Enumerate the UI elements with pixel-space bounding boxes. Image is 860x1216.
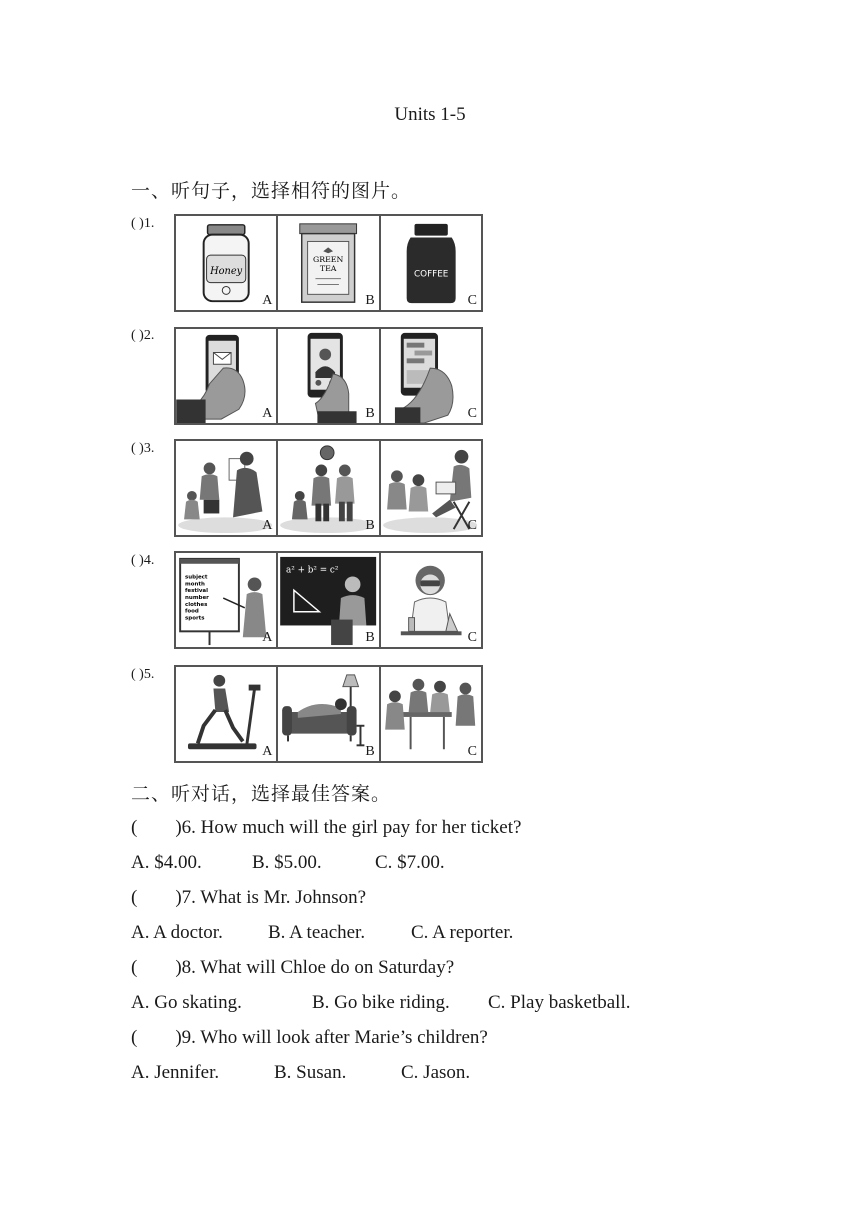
letter-4b: B <box>365 630 375 645</box>
question-7-option-a[interactable]: A. A doctor. <box>131 922 223 943</box>
question-7-option-c[interactable]: C. A reporter. <box>411 922 514 943</box>
green-tea-tin-icon <box>278 216 378 310</box>
board-word-2: month <box>185 581 205 588</box>
question-8: ( )8. What will Chloe do on Saturday? <box>131 957 455 978</box>
letter-3a: A <box>262 518 273 533</box>
board-word-5: clothes <box>185 601 208 608</box>
option-4a[interactable] <box>176 553 278 647</box>
board-word-7: sports <box>185 615 205 622</box>
option-1a[interactable] <box>176 216 278 310</box>
question-9-option-a[interactable]: A. Jennifer. <box>131 1062 220 1083</box>
phone-chat-icon <box>381 329 481 423</box>
option-5a[interactable] <box>176 667 278 761</box>
board-word-4: number <box>185 595 209 602</box>
question-2-options <box>174 327 483 425</box>
option-1b[interactable] <box>278 216 380 310</box>
option-5c[interactable] <box>381 667 481 761</box>
question-5-options <box>174 665 483 763</box>
coffee-label: COFFEE <box>413 269 448 280</box>
question-1-options <box>174 214 483 312</box>
letter-3c: C <box>467 518 477 533</box>
option-2a[interactable] <box>176 329 278 423</box>
question-4-options <box>174 551 483 649</box>
question-7-option-b[interactable]: B. A teacher. <box>268 922 366 943</box>
question-4-label: ( )4. <box>131 553 155 568</box>
question-6-option-b[interactable]: B. $5.00. <box>252 852 322 873</box>
letter-2c: C <box>467 406 477 421</box>
letter-5c: C <box>467 744 477 759</box>
option-2b[interactable] <box>278 329 380 423</box>
option-1c[interactable] <box>381 216 481 310</box>
letter-4c: C <box>467 630 477 645</box>
question-9: ( )9. Who will look after Marie’s children? <box>131 1027 488 1048</box>
page-title: Units 1-5 <box>394 104 466 125</box>
option-3a[interactable] <box>176 441 278 535</box>
man-on-sofa-icon <box>278 667 378 761</box>
question-7: ( )7. What is Mr. Johnson? <box>131 887 367 908</box>
section-1-heading: 一、听句子，选择相符的图片。 <box>131 180 412 202</box>
board-word-1: subject <box>185 574 208 581</box>
option-3b[interactable] <box>278 441 380 535</box>
letter-2b: B <box>365 406 375 421</box>
option-4c[interactable] <box>381 553 481 647</box>
question-2-label: ( )2. <box>131 328 155 343</box>
green-tea-line-1: GREEN <box>313 255 344 265</box>
scientist-icon <box>381 553 481 647</box>
board-word-3: festival <box>185 588 209 595</box>
question-8-option-a[interactable]: A. Go skating. <box>131 992 242 1013</box>
question-6: ( )6. How much will the girl pay for her ticket? <box>131 817 522 838</box>
question-1-label: ( )1. <box>131 216 155 231</box>
question-3-label: ( )3. <box>131 441 155 456</box>
kids-basketball-icon <box>278 441 378 535</box>
board-word-6: food <box>185 608 199 615</box>
letter-1b: B <box>365 293 375 308</box>
woman-reading-to-kids-icon <box>381 441 481 535</box>
formula-text: a² + b² = c² <box>286 565 339 576</box>
option-3c[interactable] <box>381 441 481 535</box>
letter-2a: A <box>262 406 273 421</box>
coffee-jar-icon <box>381 216 481 310</box>
option-4b[interactable] <box>278 553 380 647</box>
green-tea-line-2: TEA <box>320 263 337 273</box>
question-3-options <box>174 439 483 537</box>
question-5-label: ( )5. <box>131 667 155 682</box>
question-8-option-c[interactable]: C. Play basketball. <box>488 992 631 1013</box>
question-6-option-a[interactable]: A. $4.00. <box>131 852 202 873</box>
question-9-option-b[interactable]: B. Susan. <box>274 1062 347 1083</box>
question-6-option-c[interactable]: C. $7.00. <box>375 852 445 873</box>
letter-5b: B <box>365 744 375 759</box>
section-2-heading: 二、听对话，选择最佳答案。 <box>131 783 392 805</box>
phone-video-call-icon <box>278 329 378 423</box>
letter-3b: B <box>365 518 375 533</box>
option-5b[interactable] <box>278 667 380 761</box>
letter-1c: C <box>467 293 477 308</box>
honey-label: Honey <box>210 265 243 277</box>
question-9-option-c[interactable]: C. Jason. <box>401 1062 471 1083</box>
math-teacher-icon <box>278 553 378 647</box>
people-at-table-icon <box>381 667 481 761</box>
letter-5a: A <box>262 744 273 759</box>
letter-1a: A <box>262 293 273 308</box>
letter-4a: A <box>262 630 273 645</box>
option-2c[interactable] <box>381 329 481 423</box>
question-8-option-b[interactable]: B. Go bike riding. <box>312 992 450 1013</box>
